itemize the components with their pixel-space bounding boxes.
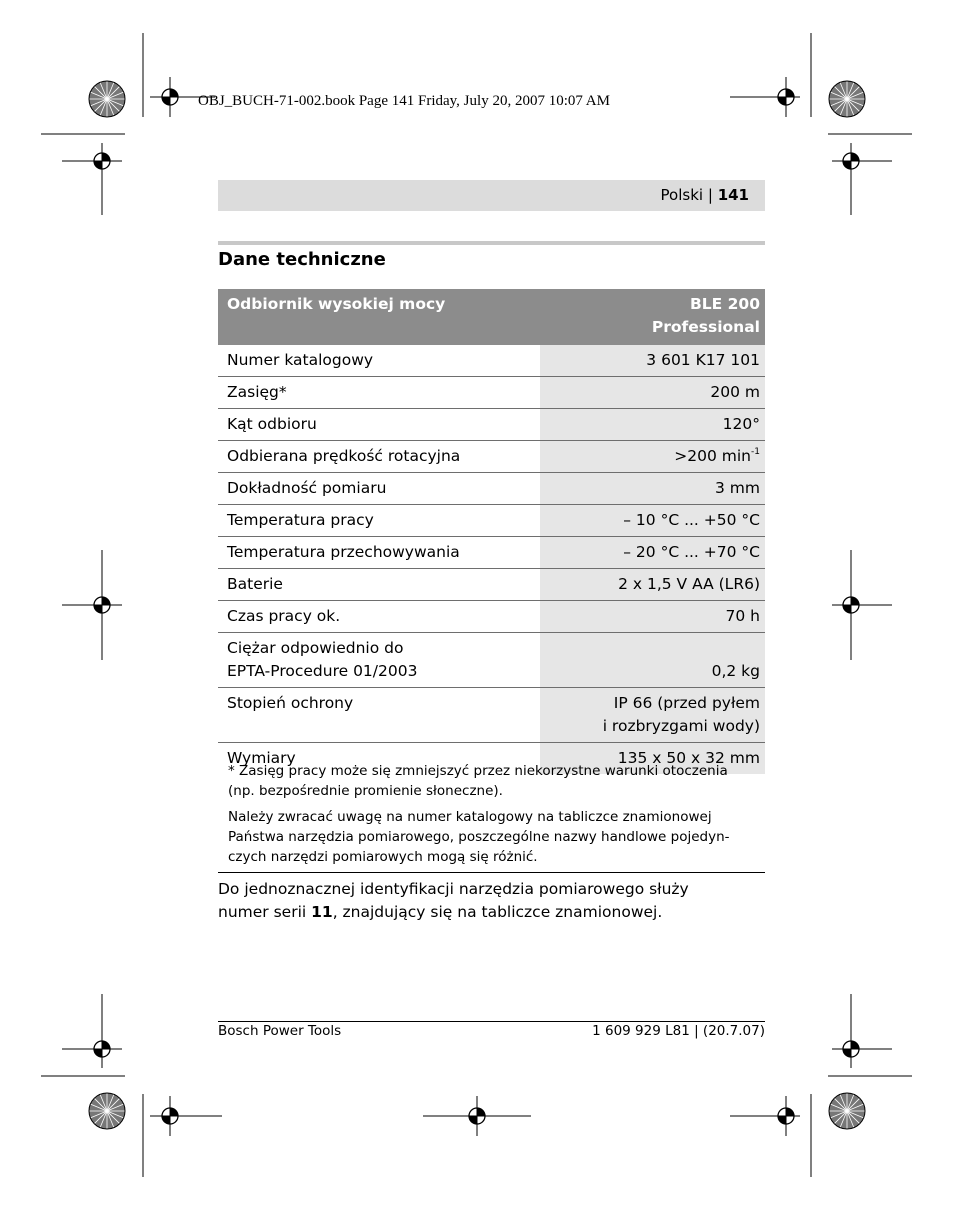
color-star-bottom-left-icon [89, 1093, 125, 1129]
section-title: Dane techniczne [218, 249, 386, 270]
table-row [218, 601, 765, 633]
table-row [218, 505, 765, 537]
row-label: Zasięg* [218, 377, 540, 409]
footer-rule [218, 1021, 765, 1022]
table-row [218, 688, 765, 743]
row-label: Kąt odbioru [218, 409, 540, 441]
page-language: Polski [660, 186, 704, 204]
technical-data-table [218, 289, 765, 774]
row-value: 200 m [540, 377, 765, 409]
row-label: Dokładność pomiaru [218, 473, 540, 505]
table-header-model [540, 289, 765, 345]
footnote-range: * Zasięg pracy może się zmniejszyć przez niekorzystne warunki otoczenia (np. bezpośrednie promienie słoneczne). [228, 763, 728, 799]
row-value: – 10 °C ... +50 °C [540, 505, 765, 537]
table-row [218, 409, 765, 441]
row-value: IP 66 (przed pyłem i rozbryzgami wody) [540, 688, 765, 743]
row-label: Numer katalogowy [218, 345, 540, 377]
row-label: Czas pracy ok. [218, 601, 540, 633]
row-label: Temperatura przechowywania [218, 537, 540, 569]
row-label: Ciężar odpowiednio do EPTA-Procedure 01/2003 [218, 633, 540, 688]
color-star-top-right-icon [829, 81, 865, 117]
model-line: Professional [651, 318, 760, 336]
footer-doc-id: 1 609 929 L81 | (20.7.07) [592, 1023, 765, 1039]
footer-publisher: Bosch Power Tools [218, 1023, 342, 1039]
page-header-separator: | [707, 186, 713, 204]
model-name: BLE 200 [689, 295, 760, 313]
row-label: Odbierana prędkość rotacyjna [218, 441, 540, 473]
footnote-catalog-number: Należy zwracać uwagę na numer katalogowy na tabliczce znamionowej Państwa narzędzia pomiarowego, poszczególne nazwy handlowe pojedyn- czych narzędzi pomiarowych mogą się różnić. [228, 809, 730, 865]
row-label: Stopień ochrony [218, 688, 540, 743]
color-star-top-left-icon [89, 81, 125, 117]
row-value: 120° [540, 409, 765, 441]
table-row [218, 569, 765, 601]
table-header-product: Odbiornik wysokiej mocy [218, 289, 540, 345]
table-row [218, 377, 765, 409]
row-value: – 20 °C ... +70 °C [540, 537, 765, 569]
row-value: 0,2 kg [540, 633, 765, 688]
table-row [218, 345, 765, 377]
table-row [218, 537, 765, 569]
row-value: 3 601 K17 101 [540, 345, 765, 377]
unit-exponent: -1 [751, 447, 760, 457]
row-label: Temperatura pracy [218, 505, 540, 537]
row-value: 3 mm [540, 473, 765, 505]
row-value: 70 h [540, 601, 765, 633]
book-file-header: OBJ_BUCH-71-002.book Page 141 Friday, July 20, 2007 10:07 AM [198, 93, 610, 109]
table-header-row [218, 289, 765, 345]
section-rule [218, 241, 765, 245]
color-star-bottom-right-icon [829, 1093, 865, 1129]
row-label: Baterie [218, 569, 540, 601]
table-row [218, 633, 765, 688]
serial-number-paragraph: Do jednoznacznej identyfikacji narzędzia pomiarowego służy numer serii 11, znajdujący się na tabliczce znamionowej. [218, 880, 689, 921]
serial-number-ref: 11 [311, 902, 333, 921]
footnote-rule [218, 872, 765, 873]
table-row [218, 473, 765, 505]
row-value: >200 $\min^{-1}$ [540, 441, 765, 473]
table-row [218, 441, 765, 473]
row-label: Wymiary [227, 749, 296, 767]
page-header [218, 180, 765, 211]
page-number: 141 [717, 186, 749, 204]
row-value: 135 x 50 x 32 mm [540, 743, 765, 775]
row-value: 2 x 1,5 V AA (LR6) [540, 569, 765, 601]
